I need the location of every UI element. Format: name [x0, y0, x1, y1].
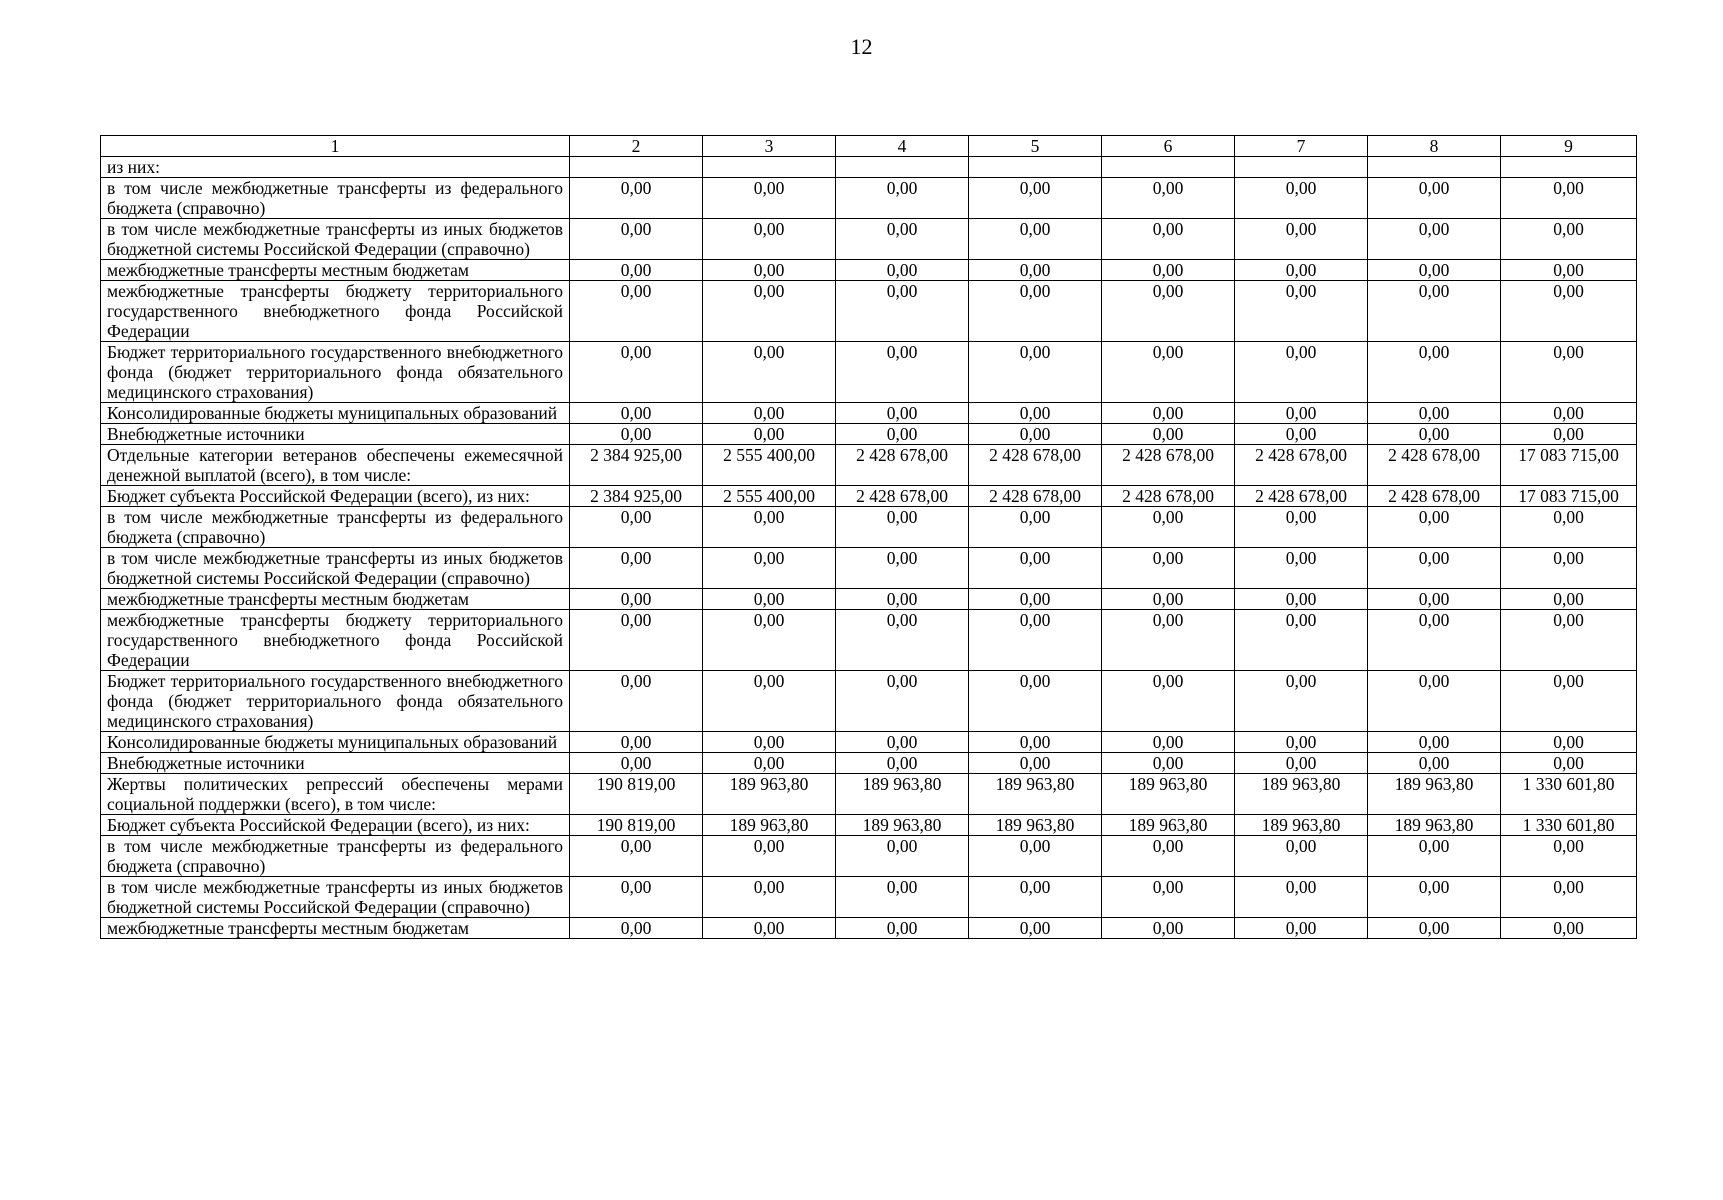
cell-value: 0,00	[570, 671, 703, 732]
cell-value: 0,00	[1102, 610, 1235, 671]
cell-value	[836, 157, 969, 178]
row-label: межбюджетные трансферты местным бюджетам	[101, 260, 570, 281]
row-label: Бюджет субъекта Российской Федерации (всего), из них:	[101, 815, 570, 836]
cell-value: 0,00	[1368, 918, 1501, 939]
row-label: Внебюджетные источники	[101, 424, 570, 445]
row-label: межбюджетные трансферты бюджету территориального государственного внебюджетного фонда Российской Федерации	[101, 281, 570, 342]
cell-value: 0,00	[1102, 918, 1235, 939]
table-row	[101, 445, 1637, 486]
table-row	[101, 424, 1637, 445]
cell-value: 0,00	[703, 753, 836, 774]
cell-value: 0,00	[703, 671, 836, 732]
cell-value: 2 428 678,00	[1102, 445, 1235, 486]
cell-value: 0,00	[1235, 507, 1368, 548]
cell-value: 0,00	[1501, 877, 1637, 918]
row-label: Бюджет субъекта Российской Федерации (всего), из них:	[101, 486, 570, 507]
cell-value: 0,00	[836, 589, 969, 610]
cell-value: 0,00	[1102, 178, 1235, 219]
cell-value: 1 330 601,80	[1501, 774, 1637, 815]
cell-value: 2 428 678,00	[1235, 445, 1368, 486]
cell-value: 0,00	[1501, 671, 1637, 732]
cell-value: 0,00	[969, 877, 1102, 918]
cell-value: 0,00	[1501, 610, 1637, 671]
cell-value	[969, 157, 1102, 178]
cell-value: 0,00	[836, 260, 969, 281]
cell-value: 2 428 678,00	[836, 445, 969, 486]
table-row	[101, 671, 1637, 732]
row-label: в том числе межбюджетные трансферты из федерального бюджета (справочно)	[101, 178, 570, 219]
cell-value: 0,00	[1368, 342, 1501, 403]
cell-value: 2 555 400,00	[703, 486, 836, 507]
cell-value: 0,00	[1368, 548, 1501, 589]
cell-value: 0,00	[1235, 753, 1368, 774]
table-row	[101, 774, 1637, 815]
cell-value: 0,00	[836, 548, 969, 589]
cell-value: 190 819,00	[570, 774, 703, 815]
row-label: Бюджет территориального государственного внебюджетного фонда (бюджет территориального фонда обязательного медицинского страхования)	[101, 342, 570, 403]
table-row	[101, 815, 1637, 836]
cell-value: 0,00	[1235, 836, 1368, 877]
cell-value: 0,00	[1501, 219, 1637, 260]
cell-value: 0,00	[1102, 548, 1235, 589]
cell-value: 0,00	[1235, 548, 1368, 589]
cell-value: 0,00	[703, 260, 836, 281]
cell-value: 0,00	[836, 281, 969, 342]
cell-value: 2 428 678,00	[1235, 486, 1368, 507]
cell-value: 0,00	[570, 403, 703, 424]
cell-value: 0,00	[570, 836, 703, 877]
table-row	[101, 732, 1637, 753]
cell-value: 0,00	[570, 732, 703, 753]
cell-value: 0,00	[969, 507, 1102, 548]
cell-value: 0,00	[836, 507, 969, 548]
cell-value: 2 428 678,00	[836, 486, 969, 507]
cell-value: 0,00	[703, 548, 836, 589]
row-label: Отдельные категории ветеранов обеспечены ежемесячной денежной выплатой (всего), в том числе:	[101, 445, 570, 486]
cell-value: 0,00	[703, 342, 836, 403]
cell-value: 0,00	[1235, 424, 1368, 445]
cell-value: 0,00	[1368, 260, 1501, 281]
cell-value: 0,00	[1368, 877, 1501, 918]
cell-value: 0,00	[836, 753, 969, 774]
cell-value: 0,00	[570, 589, 703, 610]
cell-value: 0,00	[1368, 589, 1501, 610]
cell-value: 0,00	[1501, 918, 1637, 939]
cell-value: 0,00	[969, 342, 1102, 403]
cell-value: 0,00	[1235, 589, 1368, 610]
cell-value: 0,00	[1102, 507, 1235, 548]
cell-value: 0,00	[1501, 732, 1637, 753]
cell-value: 2 428 678,00	[969, 486, 1102, 507]
row-label: Консолидированные бюджеты муниципальных образований	[101, 732, 570, 753]
cell-value: 0,00	[570, 281, 703, 342]
row-label: межбюджетные трансферты бюджету территориального государственного внебюджетного фонда Российской Федерации	[101, 610, 570, 671]
cell-value: 0,00	[703, 836, 836, 877]
cell-value: 0,00	[1501, 342, 1637, 403]
table-row	[101, 589, 1637, 610]
cell-value: 0,00	[703, 589, 836, 610]
cell-value: 0,00	[1368, 424, 1501, 445]
cell-value: 0,00	[570, 424, 703, 445]
cell-value: 0,00	[1102, 877, 1235, 918]
table-row	[101, 836, 1637, 877]
cell-value: 17 083 715,00	[1501, 445, 1637, 486]
cell-value: 0,00	[1102, 753, 1235, 774]
cell-value: 0,00	[1235, 403, 1368, 424]
cell-value: 0,00	[1102, 342, 1235, 403]
cell-value: 1 330 601,80	[1501, 815, 1637, 836]
column-header: 4	[836, 136, 969, 157]
cell-value: 0,00	[969, 836, 1102, 877]
table-row	[101, 877, 1637, 918]
cell-value: 0,00	[836, 424, 969, 445]
cell-value: 0,00	[570, 342, 703, 403]
table-row	[101, 342, 1637, 403]
cell-value: 2 428 678,00	[1368, 486, 1501, 507]
cell-value: 0,00	[703, 918, 836, 939]
cell-value: 0,00	[1102, 836, 1235, 877]
column-header: 9	[1501, 136, 1637, 157]
cell-value: 0,00	[1501, 548, 1637, 589]
cell-value: 0,00	[969, 610, 1102, 671]
cell-value: 0,00	[570, 219, 703, 260]
column-header: 1	[101, 136, 570, 157]
cell-value: 2 555 400,00	[703, 445, 836, 486]
cell-value: 0,00	[1235, 219, 1368, 260]
cell-value: 0,00	[570, 918, 703, 939]
cell-value: 2 384 925,00	[570, 445, 703, 486]
column-header: 6	[1102, 136, 1235, 157]
cell-value: 0,00	[1501, 424, 1637, 445]
cell-value: 2 428 678,00	[1102, 486, 1235, 507]
cell-value	[1501, 157, 1637, 178]
cell-value: 189 963,80	[969, 774, 1102, 815]
cell-value: 0,00	[703, 281, 836, 342]
cell-value: 0,00	[836, 219, 969, 260]
cell-value: 2 428 678,00	[969, 445, 1102, 486]
cell-value: 0,00	[1102, 589, 1235, 610]
cell-value: 0,00	[969, 589, 1102, 610]
cell-value: 0,00	[570, 753, 703, 774]
table-row	[101, 610, 1637, 671]
row-label: межбюджетные трансферты местным бюджетам	[101, 918, 570, 939]
cell-value: 189 963,80	[1235, 815, 1368, 836]
cell-value: 0,00	[836, 178, 969, 219]
cell-value: 0,00	[836, 342, 969, 403]
cell-value: 0,00	[1501, 589, 1637, 610]
cell-value: 189 963,80	[1102, 815, 1235, 836]
column-header: 8	[1368, 136, 1501, 157]
row-label: в том числе межбюджетные трансферты из иных бюджетов бюджетной системы Российской Федерации (справочно)	[101, 877, 570, 918]
row-label: в том числе межбюджетные трансферты из федерального бюджета (справочно)	[101, 507, 570, 548]
cell-value: 17 083 715,00	[1501, 486, 1637, 507]
cell-value: 0,00	[570, 877, 703, 918]
cell-value: 189 963,80	[703, 774, 836, 815]
cell-value	[1368, 157, 1501, 178]
cell-value: 0,00	[703, 178, 836, 219]
table-row	[101, 403, 1637, 424]
cell-value: 0,00	[1501, 178, 1637, 219]
cell-value: 0,00	[969, 732, 1102, 753]
cell-value: 0,00	[1235, 178, 1368, 219]
cell-value: 0,00	[1235, 732, 1368, 753]
cell-value: 0,00	[1368, 753, 1501, 774]
cell-value: 0,00	[1368, 732, 1501, 753]
row-label: в том числе межбюджетные трансферты из федерального бюджета (справочно)	[101, 836, 570, 877]
cell-value: 0,00	[1501, 753, 1637, 774]
cell-value: 0,00	[1235, 610, 1368, 671]
cell-value: 189 963,80	[1368, 774, 1501, 815]
row-label: Внебюджетные источники	[101, 753, 570, 774]
cell-value: 0,00	[1235, 918, 1368, 939]
cell-value: 0,00	[1501, 281, 1637, 342]
cell-value: 0,00	[1368, 281, 1501, 342]
cell-value: 0,00	[969, 671, 1102, 732]
page-number: 12	[850, 34, 873, 59]
table-row	[101, 486, 1637, 507]
budget-table	[100, 135, 1637, 939]
cell-value: 189 963,80	[1235, 774, 1368, 815]
cell-value: 0,00	[1368, 671, 1501, 732]
column-header: 5	[969, 136, 1102, 157]
cell-value: 0,00	[570, 178, 703, 219]
cell-value: 0,00	[1235, 281, 1368, 342]
table-row	[101, 219, 1637, 260]
cell-value	[1102, 157, 1235, 178]
cell-value: 0,00	[1501, 403, 1637, 424]
cell-value: 0,00	[1501, 260, 1637, 281]
cell-value: 0,00	[969, 548, 1102, 589]
cell-value: 0,00	[703, 507, 836, 548]
table-row	[101, 548, 1637, 589]
cell-value: 0,00	[836, 403, 969, 424]
cell-value: 0,00	[1501, 507, 1637, 548]
table-header-row	[101, 136, 1637, 157]
cell-value: 189 963,80	[836, 774, 969, 815]
cell-value: 190 819,00	[570, 815, 703, 836]
cell-value: 0,00	[836, 918, 969, 939]
cell-value: 0,00	[570, 260, 703, 281]
table-row	[101, 918, 1637, 939]
cell-value: 0,00	[703, 877, 836, 918]
cell-value: 0,00	[1102, 671, 1235, 732]
cell-value: 0,00	[1102, 260, 1235, 281]
cell-value: 189 963,80	[836, 815, 969, 836]
table-row	[101, 260, 1637, 281]
row-label: межбюджетные трансферты местным бюджетам	[101, 589, 570, 610]
row-label: Консолидированные бюджеты муниципальных образований	[101, 403, 570, 424]
row-label: из них:	[101, 157, 570, 178]
cell-value: 0,00	[1368, 507, 1501, 548]
cell-value: 189 963,80	[703, 815, 836, 836]
row-label: в том числе межбюджетные трансферты из иных бюджетов бюджетной системы Российской Федерации (справочно)	[101, 548, 570, 589]
cell-value: 0,00	[969, 178, 1102, 219]
column-header: 2	[570, 136, 703, 157]
cell-value: 0,00	[703, 424, 836, 445]
table-body	[101, 157, 1637, 939]
cell-value: 0,00	[969, 918, 1102, 939]
cell-value: 0,00	[1235, 342, 1368, 403]
cell-value: 0,00	[1235, 260, 1368, 281]
cell-value: 0,00	[969, 260, 1102, 281]
cell-value: 0,00	[703, 610, 836, 671]
cell-value: 0,00	[570, 507, 703, 548]
row-label: Бюджет территориального государственного внебюджетного фонда (бюджет территориального фонда обязательного медицинского страхования)	[101, 671, 570, 732]
cell-value: 2 428 678,00	[1368, 445, 1501, 486]
cell-value: 0,00	[703, 403, 836, 424]
cell-value: 0,00	[1102, 403, 1235, 424]
cell-value: 189 963,80	[1368, 815, 1501, 836]
cell-value: 0,00	[969, 219, 1102, 260]
column-header: 3	[703, 136, 836, 157]
cell-value: 0,00	[1235, 671, 1368, 732]
cell-value	[570, 157, 703, 178]
table-row	[101, 157, 1637, 178]
cell-value: 0,00	[836, 877, 969, 918]
cell-value: 0,00	[1368, 610, 1501, 671]
cell-value: 0,00	[703, 219, 836, 260]
cell-value: 0,00	[703, 732, 836, 753]
cell-value: 0,00	[969, 403, 1102, 424]
cell-value: 0,00	[1235, 877, 1368, 918]
cell-value: 0,00	[969, 281, 1102, 342]
cell-value	[703, 157, 836, 178]
table-row	[101, 753, 1637, 774]
cell-value: 0,00	[1368, 178, 1501, 219]
table-row	[101, 507, 1637, 548]
cell-value: 0,00	[836, 732, 969, 753]
row-label: в том числе межбюджетные трансферты из иных бюджетов бюджетной системы Российской Федерации (справочно)	[101, 219, 570, 260]
cell-value: 0,00	[1102, 424, 1235, 445]
cell-value: 0,00	[1501, 836, 1637, 877]
cell-value: 0,00	[836, 610, 969, 671]
cell-value: 0,00	[570, 548, 703, 589]
cell-value	[1235, 157, 1368, 178]
cell-value: 0,00	[570, 610, 703, 671]
cell-value: 0,00	[1368, 403, 1501, 424]
cell-value: 0,00	[836, 836, 969, 877]
cell-value: 0,00	[1368, 836, 1501, 877]
row-label: Жертвы политических репрессий обеспечены мерами социальной поддержки (всего), в том числе:	[101, 774, 570, 815]
cell-value: 0,00	[1102, 281, 1235, 342]
cell-value: 0,00	[969, 753, 1102, 774]
cell-value: 0,00	[1102, 219, 1235, 260]
cell-value: 0,00	[969, 424, 1102, 445]
table-row	[101, 178, 1637, 219]
cell-value: 189 963,80	[1102, 774, 1235, 815]
cell-value: 0,00	[1102, 732, 1235, 753]
cell-value: 0,00	[1368, 219, 1501, 260]
table-row	[101, 281, 1637, 342]
cell-value: 2 384 925,00	[570, 486, 703, 507]
cell-value: 189 963,80	[969, 815, 1102, 836]
column-header: 7	[1235, 136, 1368, 157]
cell-value: 0,00	[836, 671, 969, 732]
